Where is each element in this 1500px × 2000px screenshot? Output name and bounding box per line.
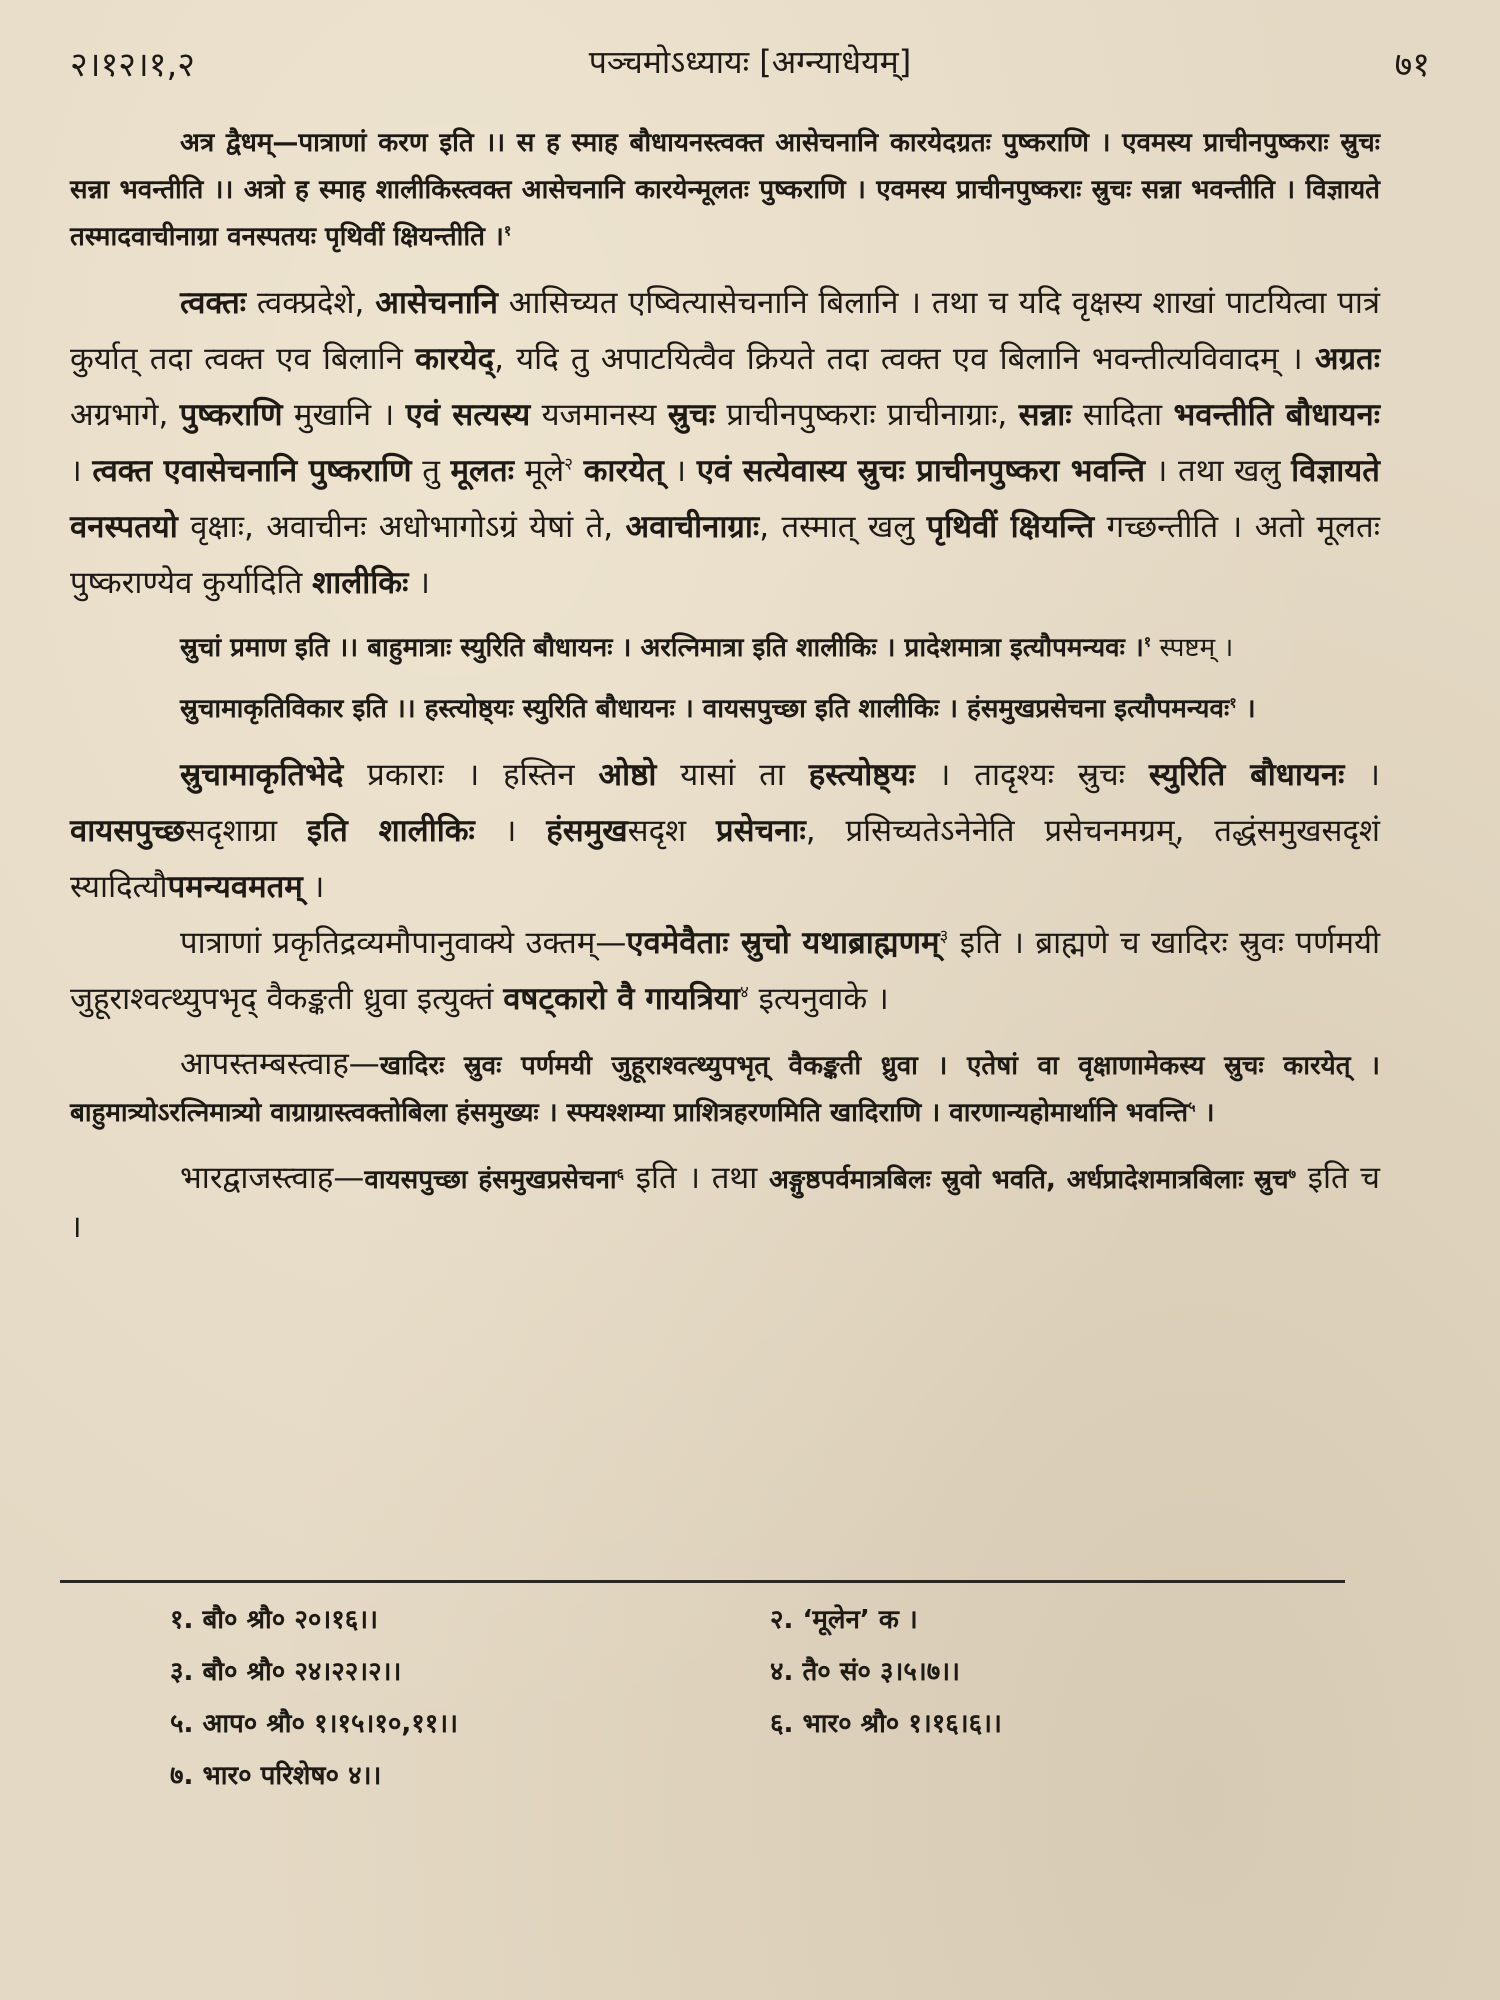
- paragraph-quote-2: [70, 625, 1380, 672]
- text: ।: [474, 813, 547, 849]
- footnote-5: ५. आप० श्रौ० १।१५।१०,११।।: [170, 1709, 459, 1739]
- term: वषट्कारो वै गायत्रिया: [503, 981, 740, 1017]
- text: प्रकाराः । हस्तिन: [343, 757, 599, 793]
- footnote-6: ६. भार० श्रौ० १।१६।६।।: [770, 1709, 1002, 1739]
- term: हस्त्योष्ठ्यः: [808, 757, 915, 793]
- footnote-row: [170, 1600, 1320, 1652]
- quote-text: खादिरः स्रुवः पर्णमयी जुहूराश्वत्थ्युपभृत् वैकङ्कती ध्रुवा । एतेषां वा वृक्षाणामेकस्य स्रुचः कारयेत् । बाहुमात्र्योऽरत्निमात्र्यो वाग्राग्रास्त्वक्तोबिला हंसमुख्यः । स्फ्यश्शम्या प्राशित्रहरणमिति खादिराणि । वारणान्यहोमार्थानि भवन्ति: [70, 1051, 1380, 1128]
- text: प्राचीनपुष्कराः प्राचीनाग्राः,: [714, 397, 1019, 433]
- text: इत्यनुवाके ।: [748, 981, 889, 1017]
- term: प्रसेचनाः: [715, 813, 806, 849]
- text: सदृश: [627, 813, 687, 849]
- term: त्वक्तः: [180, 285, 246, 321]
- term: त्वक्त एवासेचनानि पुष्कराणि: [92, 453, 412, 489]
- term: शालीकिः: [312, 565, 409, 601]
- text: ।: [408, 565, 430, 601]
- text: इति । ब्राह्मणे च खादिरः स्रुवः पर्णमयी जुहूराश्वत्थ्युपभृद् वैकङ्कती ध्रुवा इत्युक्तं: [70, 925, 1380, 1017]
- text: त्वक्प्रदेशे,: [246, 285, 376, 321]
- footnote-7: ७. भार० परिशेष० ४।।: [170, 1761, 382, 1791]
- paragraph-commentary-3: [70, 915, 1380, 1027]
- quote-text: अङ्गुष्ठपर्वमात्रबिलः स्रुवो भवति, अर्धप्रादेशमात्रबिलाः स्रुच: [768, 1165, 1289, 1195]
- term: इति शालीकिः: [306, 813, 475, 849]
- term: कारयेत्: [583, 453, 664, 489]
- text: अग्रभागे,: [70, 397, 180, 433]
- footnote-marker: १: [1229, 695, 1237, 712]
- text: यजमानस्य: [530, 397, 668, 433]
- text: ।: [1236, 694, 1256, 724]
- term: आसेचनानि: [375, 285, 498, 321]
- text: सादिता: [1071, 397, 1174, 433]
- term: पृथिवीं क्षियन्ति: [926, 509, 1095, 545]
- text: , यदि तु अपाटयित्वैव क्रियते तदा त्वक्त एव बिलानि भवन्तीत्यविवादम् ।: [494, 341, 1315, 377]
- text: , प्रसिच्यतेऽनेनेति प्रसेचनमग्रम्, तद्धंसमुखसदृशं स्यादित्यौ: [70, 813, 1380, 905]
- footnote-marker: २: [564, 454, 574, 475]
- footnote-row: [170, 1704, 1320, 1756]
- term: अवाचीनाग्राः: [625, 509, 760, 545]
- quote-text: वायसपुच्छा हंसमुखप्रसेचना: [364, 1165, 617, 1195]
- footnote-marker: १: [503, 223, 512, 240]
- term: कारयेद्: [415, 341, 495, 377]
- term: ओष्ठो: [598, 757, 657, 793]
- page-number: ७१: [1394, 45, 1430, 85]
- text: । तादृश्यः स्रुचः: [914, 757, 1149, 793]
- footnote-2: २. ‘मूलेन’ क ।: [770, 1605, 918, 1635]
- text: स्पष्टम् ।: [1151, 633, 1234, 663]
- paragraph-quote-1: [70, 120, 1380, 261]
- term: एवमेवैताः स्रुचो यथाब्राह्मणम्: [626, 925, 940, 961]
- text: आपस्तम्बस्त्वाह—: [180, 1046, 380, 1082]
- text: । तथा खलु: [1145, 453, 1292, 489]
- term: विज्ञायते वनस्पतयो: [70, 453, 1380, 545]
- text: यासां ता: [656, 757, 809, 793]
- quote-text: स्रुचामाकृतिविकार इति ।। हस्त्योष्ठ्यः स्युरिति बौधायनः । वायसपुच्छा इति शालीकिः । हंसमुखप्रसेचना इत्यौपमन्यवः: [180, 694, 1230, 724]
- text: आसिच्यत एष्वित्यासेचनानि बिलानि । तथा च यदि वृक्षस्य शाखां पाटयित्वा पात्रं कुर्यात् तदा त्वक्त एव बिलानि: [70, 285, 1380, 377]
- quote-text: अत्र द्वैधम्—पात्राणां करण इति ।। स ह स्माह बौधायनस्त्वक्त आसेचनानि कारयेदग्रतः पुष्कराणि । एवमस्य प्राचीनपुष्कराः स्रुचः सन्ना भवन्तीति ।। अत्रो ह स्माह शालीकिस्त्वक्त आसेचनानि कारयेन्मूलतः पुष्कराणि । एवमस्य प्राचीनपुष्कराः स्रुचः सन्ना भवन्तीति । विज्ञायते तस्मादवाचीनाग्रा वनस्पतयः पृथिवीं क्षियन्तीति ।: [70, 128, 1380, 252]
- text: ।: [70, 453, 93, 489]
- footnote-row: [170, 1652, 1320, 1704]
- text: वृक्षाः, अवाचीनः अधोभागोऽग्रं येषां ते,: [177, 509, 626, 545]
- footnote-1: १. बौ० श्रौ० २०।१६।।: [170, 1605, 378, 1635]
- text: ।: [1195, 1098, 1215, 1128]
- footnote-marker: ४: [739, 982, 749, 1003]
- term: भवन्तीति बौधायनः: [1173, 397, 1380, 433]
- term: एवं सत्येवास्य स्रुचः प्राचीनपुष्करा भवन्ति: [696, 453, 1146, 489]
- footnote-4: ४. तै० सं० ३।५।७।।: [770, 1657, 960, 1687]
- term: मूलतः: [450, 453, 514, 489]
- footnote-marker: ७: [1288, 1166, 1297, 1183]
- text: ।: [302, 869, 325, 905]
- footnote-row: [170, 1756, 1320, 1808]
- term: अग्रतः: [1314, 341, 1380, 377]
- term: स्युरिति बौधायनः: [1148, 757, 1345, 793]
- paragraph-bharadvaja: [70, 1155, 1380, 1253]
- term: पमन्यवमतम्: [167, 869, 303, 905]
- term: स्रुचामाकृतिभेदे: [180, 757, 344, 793]
- term: स्रुचः: [667, 397, 715, 433]
- footnote-marker: ५: [1188, 1099, 1196, 1116]
- paragraph-commentary-1: [70, 275, 1380, 611]
- term: पुष्कराणि: [179, 397, 283, 433]
- page-header: [70, 40, 1430, 96]
- text: मूले: [513, 453, 565, 489]
- text: इति । तथा: [624, 1160, 769, 1196]
- footnotes: [170, 1600, 1320, 1808]
- term: सन्नाः: [1018, 397, 1072, 433]
- text: ।: [1344, 757, 1380, 793]
- footnote-3: ३. बौ० श्रौ० २४।२२।२।।: [170, 1657, 402, 1687]
- text: सदृशाग्रा: [184, 813, 307, 849]
- text: भारद्वाजस्त्वाह—: [180, 1160, 365, 1196]
- text: तु: [411, 453, 451, 489]
- term: वायसपुच्छ: [70, 813, 185, 849]
- footnote-marker: ६: [616, 1166, 625, 1183]
- section-reference: २।१२।१,२: [70, 45, 195, 85]
- footnote-divider: [60, 1580, 1345, 1583]
- text: गच्छन्तीति । अतो मूलतः पुष्कराण्येव कुर्यादिति: [70, 509, 1380, 601]
- text: , तस्मात् खलु: [759, 509, 927, 545]
- main-text: [70, 120, 1380, 1253]
- footnote-marker: १: [1143, 634, 1152, 651]
- text: मुखानि ।: [282, 397, 406, 433]
- term: एवं सत्यस्य: [405, 397, 531, 433]
- running-title: पञ्चमोऽध्यायः [अग्न्याधेयम्]: [588, 43, 912, 81]
- term: हंसमुख: [546, 813, 628, 849]
- text: इति च ।: [70, 1160, 1380, 1245]
- text: ।: [663, 453, 697, 489]
- paragraph-quote-3: [70, 686, 1380, 733]
- quote-text: स्रुचां प्रमाण इति ।। बाहुमात्राः स्युरिति बौधायनः । अरत्निमात्रा इति शालीकिः । प्रादेशमात्रा इत्यौपमन्यवः ।: [180, 633, 1144, 663]
- footnote-marker: ३: [939, 926, 949, 947]
- paragraph-commentary-2: [70, 747, 1380, 915]
- text: पात्राणां प्रकृतिद्रव्यमौपानुवाक्ये उक्तम्—: [180, 925, 627, 961]
- paragraph-apastamba: [70, 1041, 1380, 1137]
